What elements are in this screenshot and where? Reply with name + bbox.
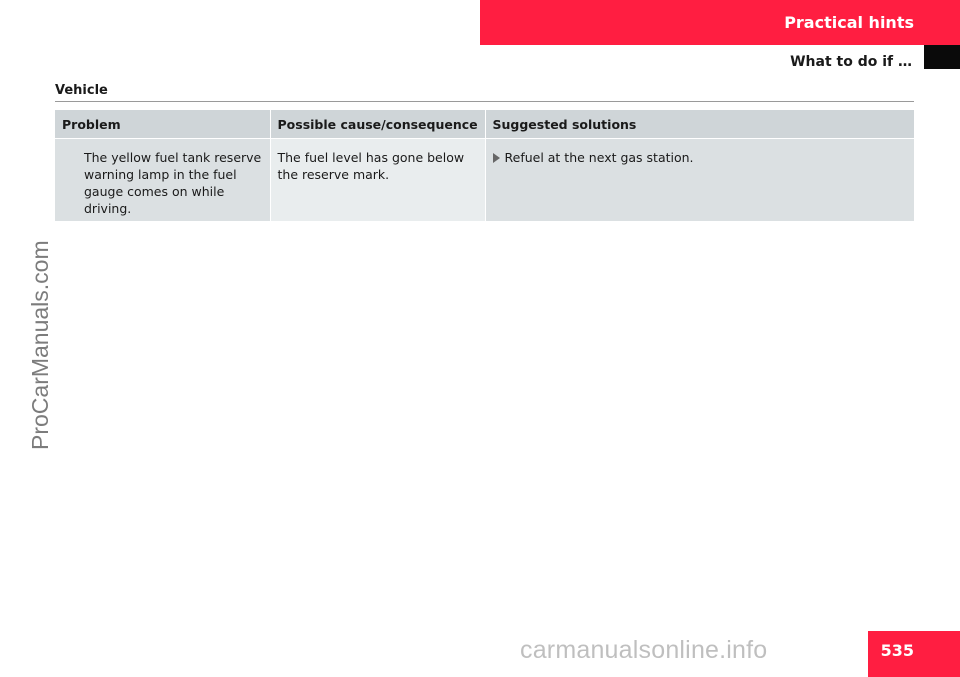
section-tab	[480, 0, 960, 45]
solution-text: Refuel at the next gas station.	[504, 150, 694, 165]
page-number-box	[868, 631, 960, 677]
section-title: Practical hints	[784, 13, 914, 32]
column-header-cause: Possible cause/consequence	[270, 110, 485, 139]
side-watermark: ProCarManuals.com	[27, 240, 53, 450]
column-header-problem: Problem	[55, 110, 270, 139]
problem-cell	[55, 139, 270, 222]
cause-cell	[270, 139, 485, 222]
heading-divider	[55, 101, 914, 102]
page-subtitle: What to do if …	[790, 54, 912, 70]
section-heading: Vehicle	[55, 83, 108, 98]
page-number: 535	[880, 641, 914, 660]
table-header-row	[55, 110, 914, 139]
arrow-right-icon	[493, 153, 500, 163]
chapter-marker	[924, 45, 960, 69]
cause-text: The fuel level has gone below the reserve mark.	[277, 150, 465, 182]
problem-text: The yellow fuel tank reserve warning lamp in the fuel gauge comes on while driving.	[84, 150, 262, 216]
column-header-solution: Suggested solutions	[485, 110, 914, 139]
troubleshooting-table	[55, 110, 914, 221]
bottom-watermark: carmanualsonline.info	[520, 636, 768, 664]
table-row	[55, 139, 914, 222]
solution-cell	[485, 139, 914, 222]
